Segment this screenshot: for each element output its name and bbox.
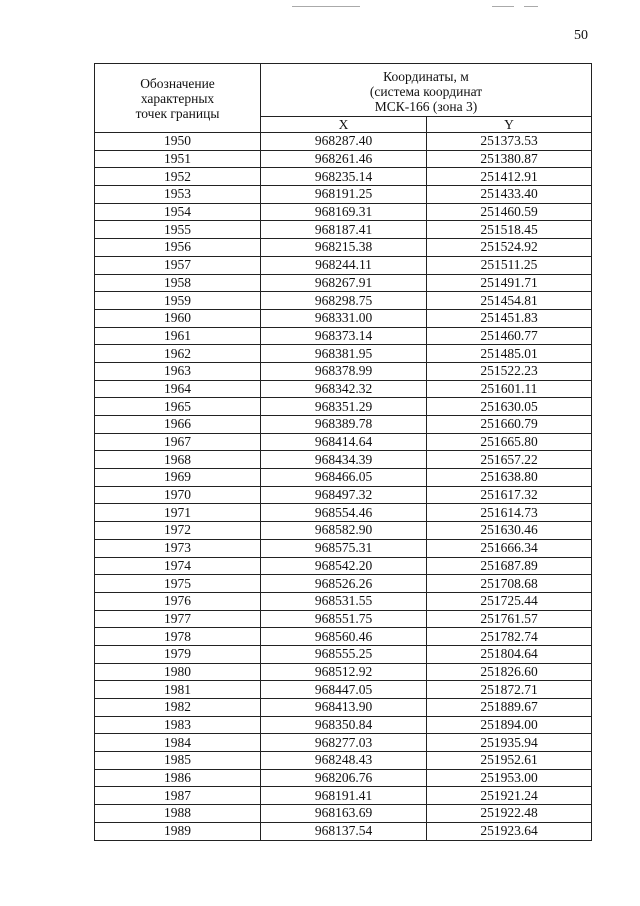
table-row (95, 610, 592, 628)
point-cell: 1982 (95, 699, 261, 717)
y-cell: 251630.46 (427, 522, 592, 540)
x-cell: 968331.00 (261, 309, 427, 327)
point-cell: 1979 (95, 645, 261, 663)
point-cell: 1984 (95, 734, 261, 752)
point-cell: 1976 (95, 592, 261, 610)
point-cell: 1981 (95, 681, 261, 699)
table-row (95, 150, 592, 168)
point-cell: 1961 (95, 327, 261, 345)
table-row (95, 309, 592, 327)
x-cell: 968169.31 (261, 203, 427, 221)
point-cell: 1951 (95, 150, 261, 168)
y-cell: 251373.53 (427, 133, 592, 151)
point-cell: 1970 (95, 486, 261, 504)
x-cell: 968137.54 (261, 822, 427, 840)
x-cell: 968248.43 (261, 752, 427, 770)
table-row (95, 769, 592, 787)
table-row (95, 433, 592, 451)
table-row (95, 575, 592, 593)
y-cell: 251666.34 (427, 539, 592, 557)
x-cell: 968191.41 (261, 787, 427, 805)
table-row (95, 133, 592, 151)
x-cell: 968378.99 (261, 362, 427, 380)
table-row (95, 699, 592, 717)
x-cell: 968287.40 (261, 133, 427, 151)
table-row (95, 539, 592, 557)
point-cell: 1980 (95, 663, 261, 681)
point-cell: 1986 (95, 769, 261, 787)
table-row (95, 186, 592, 204)
table-row (95, 451, 592, 469)
x-cell: 968551.75 (261, 610, 427, 628)
x-cell: 968414.64 (261, 433, 427, 451)
x-cell: 968389.78 (261, 416, 427, 434)
table-row (95, 327, 592, 345)
y-cell: 251451.83 (427, 309, 592, 327)
y-cell: 251485.01 (427, 345, 592, 363)
y-cell: 251617.32 (427, 486, 592, 504)
point-cell: 1955 (95, 221, 261, 239)
table-row (95, 822, 592, 840)
table-body (95, 133, 592, 841)
y-cell: 251687.89 (427, 557, 592, 575)
x-cell: 968582.90 (261, 522, 427, 540)
y-cell: 251630.05 (427, 398, 592, 416)
y-cell: 251601.11 (427, 380, 592, 398)
point-cell: 1967 (95, 433, 261, 451)
point-cell: 1966 (95, 416, 261, 434)
point-header-line3: точек границы (135, 105, 220, 121)
point-cell: 1978 (95, 628, 261, 646)
y-cell: 251952.61 (427, 752, 592, 770)
point-column-header (95, 64, 261, 133)
table-row (95, 486, 592, 504)
x-cell: 968351.29 (261, 398, 427, 416)
point-cell: 1952 (95, 168, 261, 186)
table-row (95, 645, 592, 663)
x-cell: 968191.25 (261, 186, 427, 204)
x-cell: 968373.14 (261, 327, 427, 345)
x-cell: 968512.92 (261, 663, 427, 681)
y-cell: 251524.92 (427, 239, 592, 257)
point-cell: 1963 (95, 362, 261, 380)
y-cell: 251923.64 (427, 822, 592, 840)
table-row (95, 398, 592, 416)
x-column-header: X (261, 117, 427, 133)
x-cell: 968244.11 (261, 256, 427, 274)
table-row (95, 734, 592, 752)
x-cell: 968526.26 (261, 575, 427, 593)
point-cell: 1958 (95, 274, 261, 292)
x-cell: 968575.31 (261, 539, 427, 557)
point-cell: 1957 (95, 256, 261, 274)
table-row (95, 345, 592, 363)
y-cell: 251491.71 (427, 274, 592, 292)
x-cell: 968342.32 (261, 380, 427, 398)
point-cell: 1973 (95, 539, 261, 557)
table-row (95, 416, 592, 434)
x-cell: 968497.32 (261, 486, 427, 504)
scan-mark-2 (492, 6, 514, 7)
table-row (95, 628, 592, 646)
point-header-line1: Обозначение (140, 75, 215, 91)
point-cell: 1975 (95, 575, 261, 593)
y-cell: 251522.23 (427, 362, 592, 380)
table-row (95, 274, 592, 292)
table-row (95, 362, 592, 380)
x-cell: 968381.95 (261, 345, 427, 363)
x-cell: 968560.46 (261, 628, 427, 646)
x-cell: 968554.46 (261, 504, 427, 522)
point-cell: 1972 (95, 522, 261, 540)
y-cell: 251935.94 (427, 734, 592, 752)
point-cell: 1965 (95, 398, 261, 416)
y-cell: 251708.68 (427, 575, 592, 593)
table-row (95, 256, 592, 274)
x-cell: 968466.05 (261, 469, 427, 487)
table-row (95, 203, 592, 221)
x-cell: 968187.41 (261, 221, 427, 239)
table-row (95, 752, 592, 770)
x-cell: 968206.76 (261, 769, 427, 787)
table-row (95, 787, 592, 805)
y-cell: 251872.71 (427, 681, 592, 699)
y-cell: 251782.74 (427, 628, 592, 646)
point-cell: 1964 (95, 380, 261, 398)
table-row (95, 504, 592, 522)
y-cell: 251460.59 (427, 203, 592, 221)
table-row (95, 716, 592, 734)
y-cell: 251725.44 (427, 592, 592, 610)
point-cell: 1971 (95, 504, 261, 522)
scan-mark-3 (524, 6, 538, 7)
table-row (95, 168, 592, 186)
header-row-main (95, 64, 592, 117)
table-row (95, 557, 592, 575)
table-row (95, 592, 592, 610)
coords-header-line2: (система координат (369, 83, 483, 99)
coords-header-line3: МСК-166 (зона 3) (374, 98, 478, 114)
y-cell: 251511.25 (427, 256, 592, 274)
point-cell: 1962 (95, 345, 261, 363)
x-cell: 968413.90 (261, 699, 427, 717)
table-row (95, 292, 592, 310)
y-cell: 251380.87 (427, 150, 592, 168)
page-number: 50 (574, 28, 588, 43)
y-cell: 251665.80 (427, 433, 592, 451)
table-row (95, 221, 592, 239)
x-cell: 968235.14 (261, 168, 427, 186)
point-cell: 1953 (95, 186, 261, 204)
table-header (95, 64, 592, 133)
y-cell: 251826.60 (427, 663, 592, 681)
table-row (95, 469, 592, 487)
y-cell: 251804.64 (427, 645, 592, 663)
x-cell: 968261.46 (261, 150, 427, 168)
coords-header-line1: Координаты, м (383, 68, 469, 84)
point-cell: 1987 (95, 787, 261, 805)
y-cell: 251660.79 (427, 416, 592, 434)
point-cell: 1959 (95, 292, 261, 310)
coordinates-table (94, 63, 592, 841)
point-cell: 1985 (95, 752, 261, 770)
x-cell: 968434.39 (261, 451, 427, 469)
point-cell: 1954 (95, 203, 261, 221)
point-cell: 1969 (95, 469, 261, 487)
table-row (95, 663, 592, 681)
y-cell: 251460.77 (427, 327, 592, 345)
point-cell: 1989 (95, 822, 261, 840)
y-cell: 251761.57 (427, 610, 592, 628)
point-cell: 1988 (95, 805, 261, 823)
y-cell: 251433.40 (427, 186, 592, 204)
table-row (95, 522, 592, 540)
point-cell: 1977 (95, 610, 261, 628)
point-cell: 1950 (95, 133, 261, 151)
table-row (95, 239, 592, 257)
x-cell: 968542.20 (261, 557, 427, 575)
y-cell: 251894.00 (427, 716, 592, 734)
table-row (95, 805, 592, 823)
point-cell: 1968 (95, 451, 261, 469)
y-cell: 251922.48 (427, 805, 592, 823)
y-cell: 251921.24 (427, 787, 592, 805)
point-cell: 1983 (95, 716, 261, 734)
y-cell: 251953.00 (427, 769, 592, 787)
y-cell: 251657.22 (427, 451, 592, 469)
x-cell: 968447.05 (261, 681, 427, 699)
x-cell: 968350.84 (261, 716, 427, 734)
x-cell: 968163.69 (261, 805, 427, 823)
point-cell: 1960 (95, 309, 261, 327)
x-cell: 968267.91 (261, 274, 427, 292)
x-cell: 968277.03 (261, 734, 427, 752)
x-cell: 968531.55 (261, 592, 427, 610)
table-row (95, 681, 592, 699)
coordinates-header (261, 64, 592, 117)
y-cell: 251614.73 (427, 504, 592, 522)
y-column-header: Y (427, 117, 592, 133)
x-cell: 968298.75 (261, 292, 427, 310)
y-cell: 251889.67 (427, 699, 592, 717)
point-cell: 1956 (95, 239, 261, 257)
point-cell: 1974 (95, 557, 261, 575)
scan-mark-1 (292, 6, 360, 7)
x-cell: 968555.25 (261, 645, 427, 663)
y-cell: 251518.45 (427, 221, 592, 239)
y-cell: 251454.81 (427, 292, 592, 310)
table-row (95, 380, 592, 398)
x-cell: 968215.38 (261, 239, 427, 257)
y-cell: 251412.91 (427, 168, 592, 186)
point-header-line2: характерных (140, 90, 215, 106)
y-cell: 251638.80 (427, 469, 592, 487)
